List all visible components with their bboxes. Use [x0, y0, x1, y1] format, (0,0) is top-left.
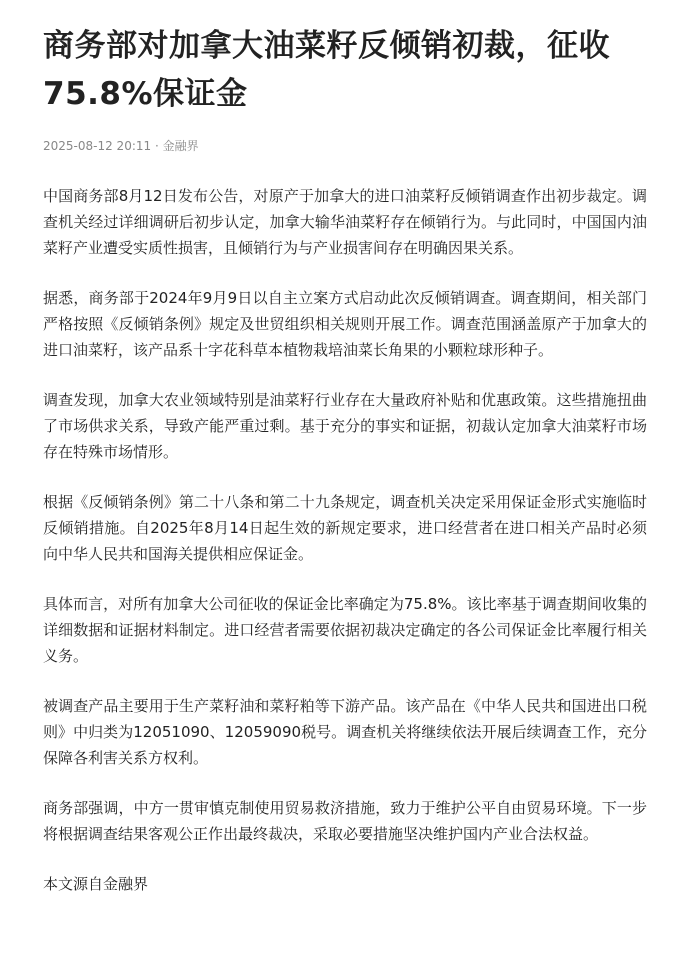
paragraph: 根据《反倾销条例》第二十八条和第二十九条规定，调查机关决定采用保证金形式实施临时反倾销措施。自2025年8月14日起生效的新规定要求，进口经营者在进口相关产品时必须向中华人民共和国海关提供相应保证金。	[43, 493, 647, 563]
paragraph: 被调查产品主要用于生产菜籽油和菜籽粕等下游产品。该产品在《中华人民共和国进出口税则》中归类为12051090、12059090税号。调查机关将继续依法开展后续调查工作，充分保障各利害关系方权利。	[43, 697, 647, 767]
article-meta: 2025-08-12 20:11 · 金融界	[43, 139, 199, 153]
article-title: 商务部对加拿大油菜籽反倾销初裁，征收75.8%保证金	[43, 28, 610, 112]
article-source: 本文源自金融界	[43, 875, 149, 893]
paragraph: 据悉，商务部于2024年9月9日以自主立案方式启动此次反倾销调查。调查期间，相关部门严格按照《反倾销条例》规定及世贸组织相关规则开展工作。调查范围涵盖原产于加拿大的进口油菜籽，该产品系十字花科草本植物栽培油菜长角果的小颗粒球形种子。	[43, 289, 647, 359]
paragraph: 具体而言，对所有加拿大公司征收的保证金比率确定为75.8%。该比率基于调查期间收集的详细数据和证据材料制定。进口经营者需要依据初裁决定确定的各公司保证金比率履行相关义务。	[43, 595, 647, 665]
paragraph: 商务部强调，中方一贯审慎克制使用贸易救济措施，致力于维护公平自由贸易环境。下一步将根据调查结果客观公正作出最终裁决，采取必要措施坚决维护国内产业合法权益。	[43, 799, 647, 843]
paragraph: 调查发现，加拿大农业领域特别是油菜籽行业存在大量政府补贴和优惠政策。这些措施扭曲了市场供求关系，导致产能严重过剩。基于充分的事实和证据，初裁认定加拿大油菜籽市场存在特殊市场情形。	[43, 391, 647, 461]
paragraph: 中国商务部8月12日发布公告，对原产于加拿大的进口油菜籽反倾销调查作出初步裁定。调查机关经过详细调研后初步认定，加拿大输华油菜籽存在倾销行为。与此同时，中国国内油菜籽产业遭受实质性损害，且倾销行为与产业损害间存在明确因果关系。	[43, 187, 647, 257]
article-body	[43, 183, 647, 897]
